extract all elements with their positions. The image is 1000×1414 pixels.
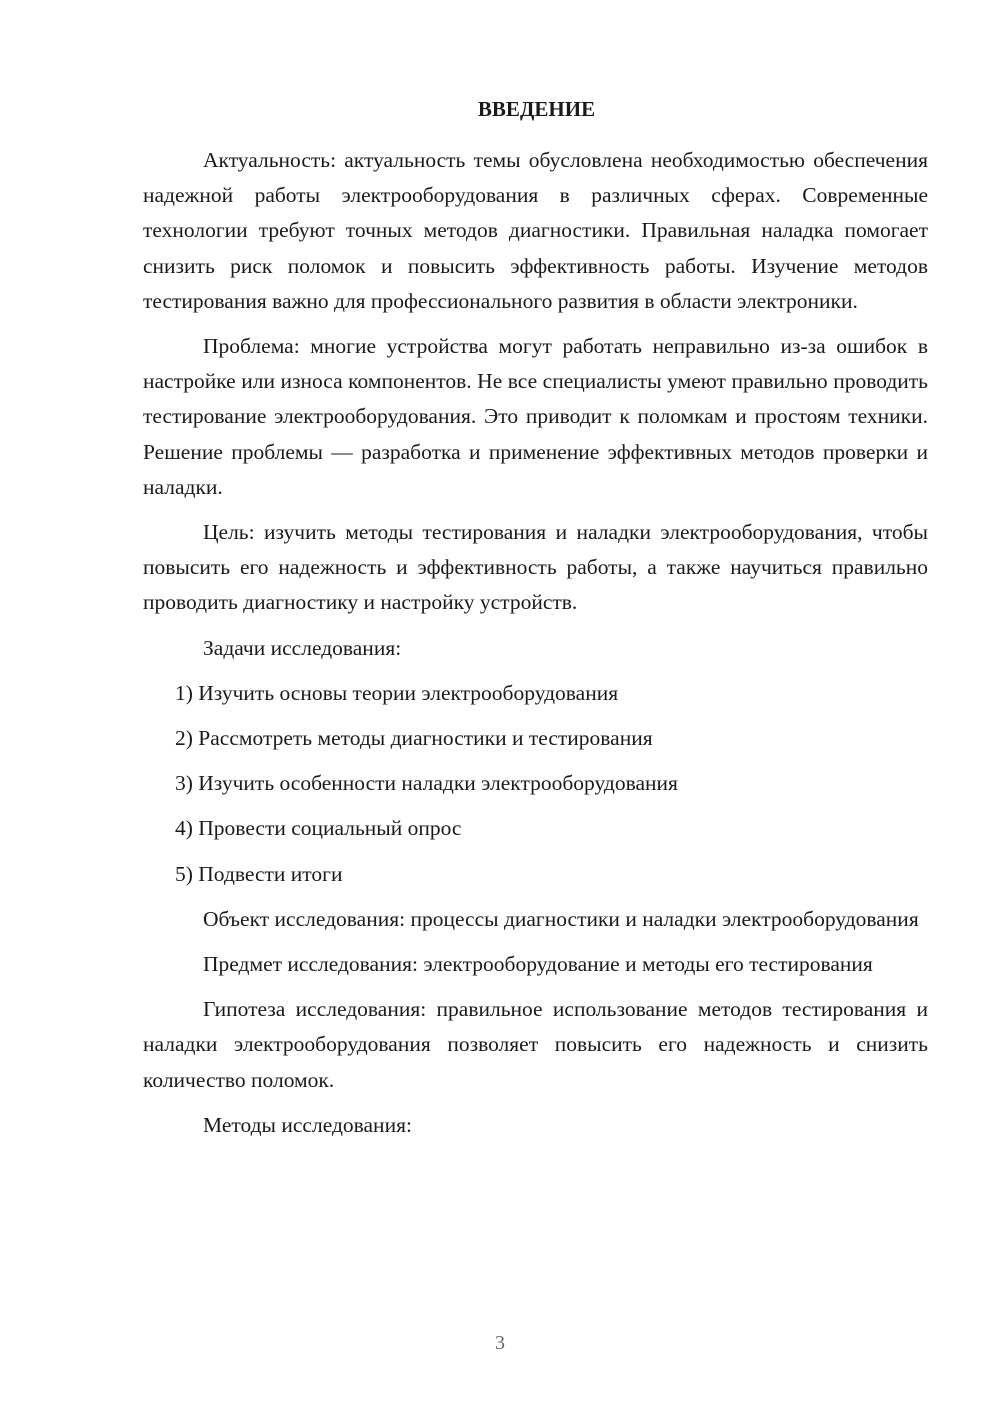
list-item: 2) Рассмотреть методы диагностики и тестирования xyxy=(175,726,653,751)
methods-heading: Методы исследования: xyxy=(203,1112,412,1137)
paragraph-problem: Проблема: многие устройства могут работать неправильно из-за ошибок в настройке или износа компонентов. Не все специалисты умеют правильно проводить тестирование электрооборудования. Это приводит к поломкам и простоям техники. Решение проблемы — разработка и применение эффективных методов проверки и наладки. xyxy=(143,334,928,499)
section-title: ВВЕДЕНИЕ xyxy=(477,97,596,121)
paragraph-hypothesis: Гипотеза исследования: правильное использование методов тестирования и наладки электрооборудования позволяет повысить его надежность и снизить количество поломок. xyxy=(143,997,928,1092)
list-item: 4) Провести социальный опрос xyxy=(175,816,462,841)
document-page xyxy=(143,92,928,1153)
list-item: 5) Подвести итоги xyxy=(175,861,343,886)
page-number: 3 xyxy=(495,1332,505,1354)
tasks-list xyxy=(143,676,928,892)
tasks-heading: Задачи исследования: xyxy=(203,635,402,660)
paragraph-relevance: Актуальность: актуальность темы обусловлена необходимостью обеспечения надежной работы электрооборудования в различных сферах. Современные технологии требуют точных методов диагностики. Правильная наладка помогает снизить риск поломок и повысить эффективность работы. Изучение методов тестирования важно для профессионального развития в области электроники. xyxy=(143,148,928,313)
list-item: 3) Изучить особенности наладки электрооборудования xyxy=(175,771,678,796)
paragraph-goal: Цель: изучить методы тестирования и наладки электрооборудования, чтобы повысить его надежность и эффективность работы, а также научиться правильно проводить диагностику и настройку устройств. xyxy=(143,520,928,615)
paragraph-object: Объект исследования: процессы диагностики и наладки электрооборудования xyxy=(203,906,919,931)
paragraph-subject: Предмет исследования: электрооборудование и методы его тестирования xyxy=(203,952,873,977)
list-item: 1) Изучить основы теории электрооборудования xyxy=(175,680,619,705)
